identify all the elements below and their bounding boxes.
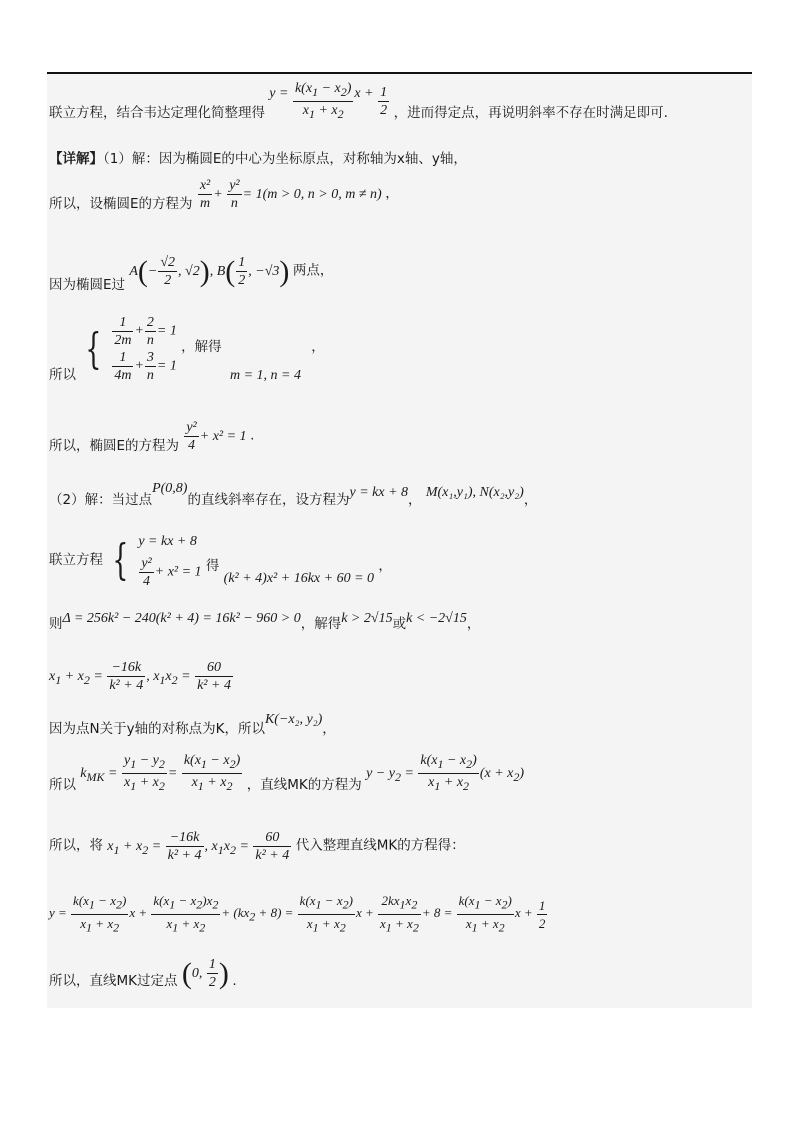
system-line-1: 所以 { $\frac{1}{2m}$ + $\frac{2}{n}$ = 1 $\frac{1}{4m}$ + $\frac{3}{n}$ = 1 ，解得 m = 1, n = 4 ， xyxy=(49,315,325,383)
left-brace-icon-2: { xyxy=(112,534,129,584)
left-brace-icon: { xyxy=(85,324,102,373)
detail-heading-line xyxy=(49,149,467,169)
system-equations: $\frac{1}{2m}$ + $\frac{2}{n}$ = 1 $\frac{1}{4m}$ + $\frac{3}{n}$ = 1 xyxy=(114,315,177,383)
detail-label: 【详解】 xyxy=(49,151,103,167)
discriminant-line: 则Δ = 256k² − 240(k² + 4) = 16k² − 960 > 0，解得k > 2√15或k < −2√15， xyxy=(49,611,481,632)
ellipse-result-line: 所以，椭圆E的方程为 $\frac{\text{y²}}{4}$ + x² = 1 . xyxy=(49,420,255,454)
vieta-line xyxy=(49,659,234,694)
quadratic-result: (k² + 4)x² + 16kx + 60 = 0 xyxy=(223,570,375,586)
points-formula: A(− $\frac{√2}{2}$ , √2), B( $\frac{1}{2}$ , −√3) xyxy=(129,254,290,288)
substitute-formula: $x_1 + x_2$ = $\frac{-16k}{\text{k² + 4}}$ , $x_1x_2$ = $\frac{60}{\text{k² + 4}}$ xyxy=(107,830,290,863)
derivation-line xyxy=(49,892,548,936)
vieta-formula: $x_1 + x_2$ = $\frac{-16k}{\text{k² + 4}}$ , $x_1x_2$ = $\frac{60}{\text{k² + 4}}$ xyxy=(49,660,231,693)
fixed-point-line: 所以，直线MK过定点 (0, $\frac{1}{2}$ ) . xyxy=(49,956,237,990)
points-line: 因为椭圆E过 A(− $\frac{√2}{2}$ , √2), B( $\frac{1}{2}$ , −√3) 两点， xyxy=(49,254,334,293)
ellipse-result-formula: $\frac{\text{y²}}{4}$ + x² = 1 xyxy=(186,420,251,453)
fixed-point-formula: (0, $\frac{1}{2}$ ) xyxy=(181,956,229,990)
system-line-2: 联立方程 { y = kx + 8 $\frac{\text{y²}}{4}$ + x² = 1 得 (k² + 4)x² + 16kx + 60 = 0 ， xyxy=(49,534,392,589)
intro-formula: y = $\frac{k(x_1 - x_2)}{x_1 + x_2}$ x + $\frac{1}{2}$ xyxy=(269,81,388,121)
part2-line: （2）解：当过点P(0,8)的直线斜率存在，设方程为y = kx + 8， M(x₁,y₁), N(x₂,y₂)， xyxy=(49,481,538,508)
slope-formula: $k_{MK}$ = $\frac{y_1 - y_2}{x_1 + x_2}$ = $\frac{k(x_1 - x_2)}{x_1 + x_2}$ xyxy=(80,753,241,793)
detail-text: （1）解：因为椭圆E的中心为坐标原点，对称轴为x轴、y轴， xyxy=(103,151,467,167)
ellipse-equation-line: 所以，设椭圆E的方程为 $\frac{\text{x²}}{m}$ + $\frac{\text{y²}}{n}$ = 1(m > 0, n > 0, m ≠ n) ， xyxy=(49,178,399,212)
ellipse-general-formula: $\frac{\text{x²}}{m}$ + $\frac{\text{y²}}{n}$ = 1(m > 0, n > 0, m ≠ n) xyxy=(199,178,386,211)
solution-panel xyxy=(47,72,752,1008)
intro-line xyxy=(49,80,668,123)
substitute-line: 所以，将 $x_1 + x_2$ = $\frac{-16k}{\text{k² + 4}}$ , $x_1x_2$ = $\frac{60}{\text{k² + 4}}$ 代入整理直线MK的方程得： xyxy=(49,830,465,863)
system-result: m = 1, n = 4 xyxy=(229,368,301,383)
symmetric-point-line: 因为点N关于y轴的对称点为K，所以K(−x₂, y₂)， xyxy=(49,712,336,737)
intro-tail: ，进而得定点，再说明斜率不存在时满足即可. xyxy=(393,104,668,121)
slope-line: 所以 $k_{MK}$ = $\frac{y_1 - y_2}{x_1 + x_2}$ = $\frac{k(x_1 - x_2)}{x_1 + x_2}$ ，直线MK的方程为 $y - y_2$ = $\frac{k(x_1 - x_2)}{x_1 + x_2}$ $(x + x_2)$ xyxy=(49,753,525,793)
intro-text: 联立方程，结合韦达定理化简整理得 xyxy=(49,104,265,121)
derivation-formula: y = $\frac{k(x_1 - x_2)}{x_1 + x_2}$ x + $\frac{k(x_1 - x_2)x_2}{x_1 + x_2}$ + $(kx_2 + 8)$ = $\frac{k(x_1 - x_2)}{x_1 + x_2}$ x + $\frac{2kx_1x_2}{x_1 + x_2}$ + 8 = $\frac{k(x_1 - x_2)}{x_1 + x_2}$ x + $\frac{1}{2}$ xyxy=(49,893,546,935)
line-mk-formula: $y - y_2$ = $\frac{k(x_1 - x_2)}{x_1 + x_2}$ $(x + x_2)$ xyxy=(366,753,525,793)
discriminant-formula: Δ = 256k² − 240(k² + 4) = 16k² − 960 > 0 xyxy=(62,611,301,626)
